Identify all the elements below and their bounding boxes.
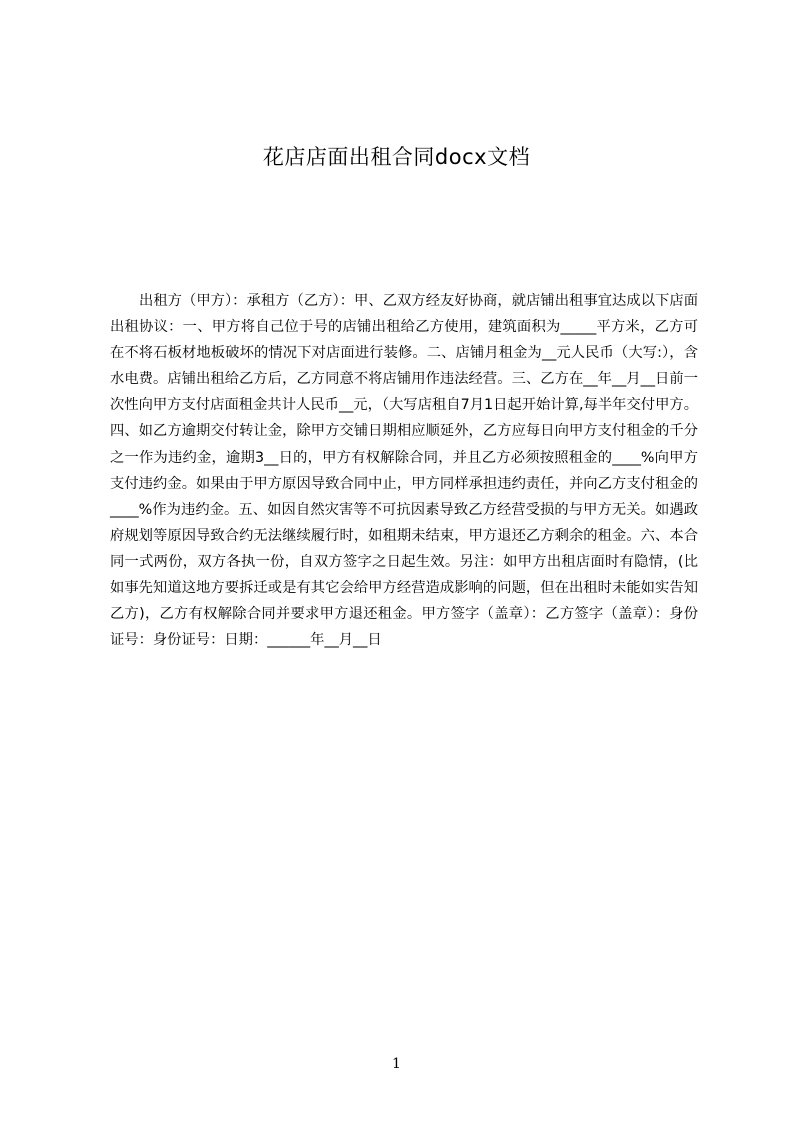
document-title: 花店店面出租合同docx文档 <box>262 145 531 169</box>
page-number: 1 <box>392 1056 401 1072</box>
contract-body-text: 出租方（甲方）：承租方（乙方）：甲、乙双方经友好协商，就店铺出租事宜达成以下店面出租协议：一、甲方将自己位于号的店铺出租给乙方使用，建筑面积为_____平方米，乙方可在不将石板材地板破坏的情况下对店面进行装修。二、店铺月租金为__元人民币（大写:），含水电费。店铺出租给乙方后，乙方同意不将店铺用作违法经营。三、乙方在__年__月__日前一次性向甲方支付店面租金共计人民币__元，（大写店租自7月1日起开始计算,每半年交付甲方。 四、如乙方逾期交付转让金，除甲方交铺日期相应顺延外，乙方应每日向甲方支付租金的千分之一作为违约金，逾期3__日的，甲方有权解除合同，并且乙方必须按照租金的____%向甲方支付违约金。如果由于甲方原因导致合同中止，甲方同样承担违约责任，并向乙方支付租金的____%作为违约金。五、如因自然灾害等不可抗因素导致乙方经营受损的与甲方无关。如遇政府规划等原因导致合约无法继续履行时，如租期未结束，甲方退还乙方剩余的租金。六、本合同一式两份，双方各执一份，自双方签字之日起生效。另注：如甲方出租店面时有隐情，(比如事先知道这地方要拆迁或是有其它会给甲方经营造成影响的问题，但在出租时未能如实告知乙方)，乙方有权解除合同并要求甲方退还租金。甲方签字（盖章）：乙方签字（盖章）：身份证号：身份证号：日期：______年__月__日 <box>110 293 698 649</box>
